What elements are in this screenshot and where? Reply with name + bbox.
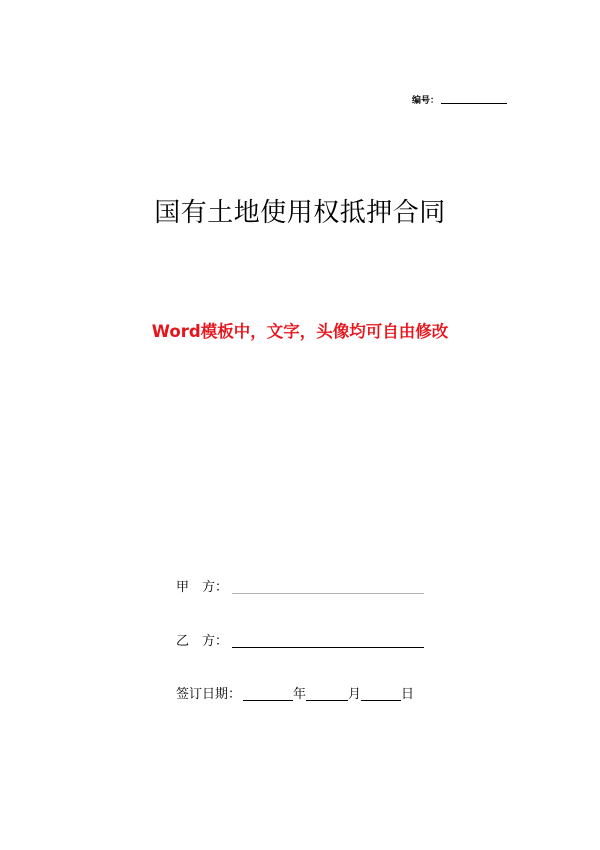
document-number xyxy=(412,93,507,106)
month-label: 月 xyxy=(348,687,362,702)
party-b-label: 乙 方： xyxy=(176,634,229,649)
day-label: 日 xyxy=(401,687,415,702)
party-a-label: 甲 方： xyxy=(176,580,229,595)
document-number-label: 编号： xyxy=(412,96,440,106)
sign-date-field xyxy=(176,683,414,702)
party-b-field xyxy=(176,630,424,649)
template-notice: Word模板中，文字，头像均可自由修改 xyxy=(151,322,449,341)
sign-date-label: 签订日期： xyxy=(176,687,242,702)
contract-title: 国有土地使用权抵押合同 xyxy=(154,198,446,228)
month-blank[interactable] xyxy=(306,687,348,701)
year-blank[interactable] xyxy=(243,687,293,701)
party-a-field xyxy=(176,576,424,595)
day-blank[interactable] xyxy=(361,687,401,701)
document-number-blank[interactable] xyxy=(441,94,507,104)
party-b-blank[interactable] xyxy=(232,634,424,648)
year-label: 年 xyxy=(293,687,307,702)
party-a-blank[interactable] xyxy=(232,580,424,594)
